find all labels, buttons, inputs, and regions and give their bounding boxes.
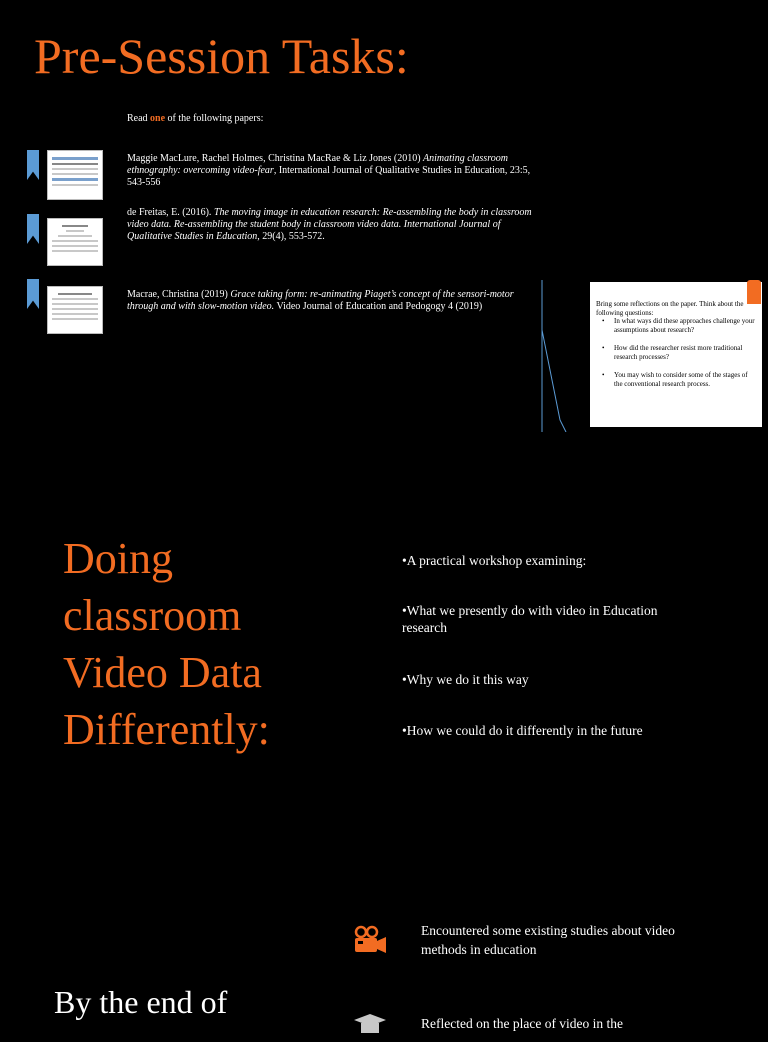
reference-3 bbox=[127, 289, 547, 313]
reference-3-authors: Macrae, Christina (2019) bbox=[127, 289, 231, 300]
intro-after: of the following papers: bbox=[165, 113, 264, 124]
note-intro: Bring some reflections on the paper. Think about the following questions: bbox=[596, 300, 744, 317]
intro-text bbox=[127, 113, 263, 124]
bookmark-icon bbox=[27, 279, 39, 309]
slide2-title: Doing classroom Video Data Differently: bbox=[63, 534, 270, 754]
bookmark-icon bbox=[27, 150, 39, 180]
bracket-connector bbox=[540, 280, 570, 432]
workshop-bullet: •What we presently do with video in Education research bbox=[402, 603, 658, 635]
reference-1-source: , International Journal of Qualitative Studies in Education, 23:5, 543-556 bbox=[127, 165, 531, 188]
reference-3-title: Grace taking form: re-animating Piaget’s concept of the sensori-motor through and with slow-motion video. bbox=[127, 289, 514, 312]
slide3-title: By the end of bbox=[54, 984, 228, 1020]
reference-2-title: The moving image in education research: Re-assembling the body in classroom video data. Re-assembling the student body in classroom video data. International Journal of Qualitative Studies in Education, bbox=[127, 207, 532, 242]
video-camera-icon bbox=[352, 925, 388, 955]
workshop-bullet: •How we could do it differently in the future bbox=[402, 723, 643, 738]
note-questions bbox=[596, 317, 756, 388]
outcome-item: Encountered some existing studies about video methods in education bbox=[421, 923, 675, 957]
workshop-bullet: •Why we do it this way bbox=[402, 672, 529, 687]
slide1-title: Pre-Session Tasks: bbox=[34, 28, 409, 84]
graduation-cap-icon bbox=[352, 1012, 388, 1042]
reference-1-authors: Maggie MacLure, Rachel Holmes, Christina MacRae & Liz Jones (2010) bbox=[127, 153, 424, 164]
bookmark-icon bbox=[27, 214, 39, 244]
reference-3-source: Video Journal of Education and Pedogogy 4 (2019) bbox=[274, 301, 483, 312]
reference-2-source: 29(4), 553-572. bbox=[262, 231, 325, 242]
note-question: • You may wish to consider some of the stages of the conventional research process. bbox=[614, 371, 756, 388]
note-tab bbox=[747, 280, 761, 304]
intro-highlight: one bbox=[150, 113, 166, 124]
intro-before: Read bbox=[127, 113, 151, 124]
reference-2 bbox=[127, 207, 547, 243]
paper-thumbnail-3[interactable] bbox=[47, 286, 103, 334]
reference-2-authors: de Freitas, E. (2016). bbox=[127, 207, 214, 218]
reflection-note bbox=[590, 282, 762, 427]
paper-thumbnail-2[interactable] bbox=[47, 218, 103, 266]
paper-thumbnail-1[interactable] bbox=[47, 150, 103, 200]
note-question: • In what ways did these approaches challenge your assumptions about research? bbox=[614, 317, 756, 334]
outcome-item: Reflected on the place of video in the bbox=[421, 1016, 624, 1031]
reference-1 bbox=[127, 153, 547, 189]
note-question: • How did the researcher resist more traditional research processes? bbox=[614, 344, 756, 361]
reference-1-title: Animating classroom ethnography: overcoming video-fear bbox=[127, 153, 508, 176]
workshop-bullet: •A practical workshop examining: bbox=[402, 553, 587, 568]
